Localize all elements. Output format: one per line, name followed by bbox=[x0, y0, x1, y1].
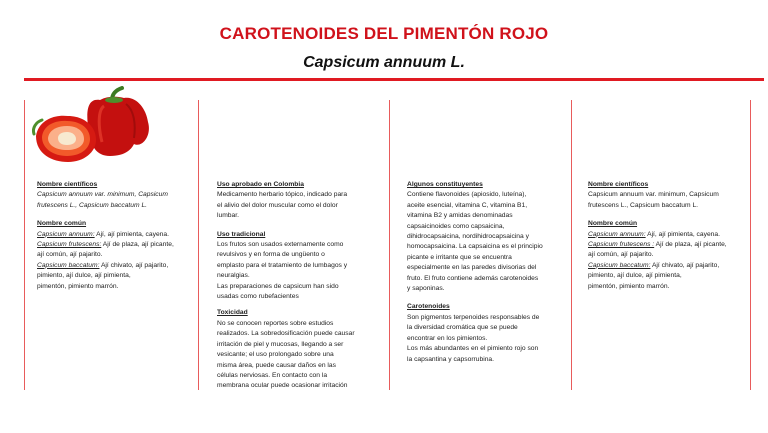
text-line: homocapsaicina. La capsaicina es el principio bbox=[407, 243, 543, 251]
text-line: vitamina B2 y amidas denominadas bbox=[407, 212, 513, 220]
text-line: picante e irritante que se encuentra bbox=[407, 253, 512, 261]
text-line: dihidrocapsaicina, nordihidrocapsaicina y bbox=[407, 233, 529, 241]
section-heading: Nombre común bbox=[588, 220, 638, 228]
page-subtitle: Capsicum annuum L. bbox=[303, 54, 465, 71]
text-line: ají común, ají pajarito. bbox=[37, 251, 103, 259]
column-scientific-names bbox=[37, 180, 189, 292]
text-line: misma área, puede causar daños en las bbox=[217, 361, 336, 369]
column-constituents bbox=[407, 180, 557, 365]
text-line: Contiene flavonoides (apiosido, luteína), bbox=[407, 191, 527, 199]
text-line: vesicante; el uso prolongado sobre una bbox=[217, 351, 334, 359]
text-line: membrana ocular puede ocasionar irritación bbox=[217, 382, 348, 390]
text-line: Son pigmentos terpenoides responsables de bbox=[407, 313, 540, 321]
text-line: Capsicum annuum var. minimum, Capsicum bbox=[37, 191, 168, 199]
section-heading: Algunos constituyentes bbox=[407, 181, 483, 188]
text-line: pimiento, ají dulce, ají pimienta, bbox=[588, 272, 682, 280]
text-line: Capsicum baccatum: Ají chivato, ají pajarito, bbox=[588, 261, 720, 269]
column-divider bbox=[389, 100, 390, 390]
text-line: la diversidad cromática que se puede bbox=[407, 324, 518, 332]
text-line: aceite esencial, vitamina C, vitamina B1, bbox=[407, 201, 528, 209]
text-line: Los más abundantes en el pimiento rojo son bbox=[407, 345, 539, 353]
text-line: Capsicum frutescens: Ají de plaza, ají picante, bbox=[37, 241, 174, 249]
text-line: revulsivos y en forma de ungüento o bbox=[217, 251, 325, 259]
column-divider bbox=[24, 100, 25, 390]
page-title: CAROTENOIDES DEL PIMENTÓN ROJO bbox=[219, 24, 549, 43]
text-line: emplasto para el tratamiento de lumbagos y bbox=[217, 261, 348, 269]
text-line: encontrar en los pimientos. bbox=[407, 334, 488, 342]
text-line: y saponinas. bbox=[407, 285, 445, 293]
text-line: No se conocen reportes sobre estudios bbox=[217, 319, 334, 327]
text-line: capsaicinoides como capsaicina, bbox=[407, 222, 505, 230]
column-scientific-names-2 bbox=[588, 180, 743, 292]
text-line: pimentón, pimiento marrón. bbox=[37, 282, 119, 290]
text-line: irritación de piel y mucosas, llegando a ser bbox=[217, 340, 344, 348]
section-heading: Nombre común bbox=[37, 220, 87, 228]
text-line: ají común, ají pajarito. bbox=[588, 251, 654, 259]
text-line: especialmente en las paredes divisorias del bbox=[407, 264, 537, 272]
text-line: pimentón, pimiento marrón. bbox=[588, 282, 670, 290]
text-line: lumbar. bbox=[217, 212, 239, 220]
section-heading: Toxicidad bbox=[217, 309, 248, 317]
red-pepper-image bbox=[30, 86, 150, 168]
text-line: fruto. El fruto contiene además carotenoides bbox=[407, 274, 539, 282]
text-line: Capsicum annuum: Ají, ají pimienta, cayena. bbox=[588, 230, 720, 238]
text-line: pimiento, ají dulce, ají pimienta, bbox=[37, 272, 131, 280]
text-line: Capsicum baccatum: Ají chivato, ají pajarito, bbox=[37, 261, 169, 269]
column-uses bbox=[217, 180, 367, 392]
section-heading: Uso aprobado en Colombia bbox=[217, 181, 304, 188]
column-divider bbox=[750, 100, 751, 390]
section-heading: Carotenoides bbox=[407, 303, 450, 311]
text-line: el alivio del dolor muscular como el dolor bbox=[217, 201, 338, 209]
section-heading: Nombre científicos bbox=[588, 181, 649, 188]
text-line: neuralgias. bbox=[217, 272, 250, 280]
text-line: Medicamento herbario tópico, indicado para bbox=[217, 191, 348, 199]
text-line: realizados. La sobredosificación puede causar bbox=[217, 330, 355, 338]
text-line: Capsicum annuum var. minimum, Capsicum bbox=[588, 191, 719, 199]
text-line: frutescens L., Capsicum baccatum L. bbox=[588, 201, 699, 209]
text-line: Capsicum annuum: Ají, ají pimienta, cayena. bbox=[37, 230, 169, 238]
column-divider bbox=[198, 100, 199, 390]
text-line: Los frutos son usados externamente como bbox=[217, 241, 344, 249]
column-divider bbox=[571, 100, 572, 390]
text-line: usadas como rubefacientes bbox=[217, 293, 299, 301]
text-line: células nerviosas. En contacto con la bbox=[217, 371, 328, 379]
text-line: Capsicum frutescens : Ají de plaza, ají picante, bbox=[588, 241, 727, 249]
text-line: la capsantina y capsorrubina. bbox=[407, 355, 494, 363]
section-heading: Nombre científicos bbox=[37, 181, 98, 188]
text-line: Las preparaciones de capsicum han sido bbox=[217, 282, 339, 290]
header-divider bbox=[24, 78, 764, 81]
text-line: frutescens L., Capsicum baccatum L. bbox=[37, 201, 148, 209]
section-heading: Uso tradicional bbox=[217, 230, 266, 238]
